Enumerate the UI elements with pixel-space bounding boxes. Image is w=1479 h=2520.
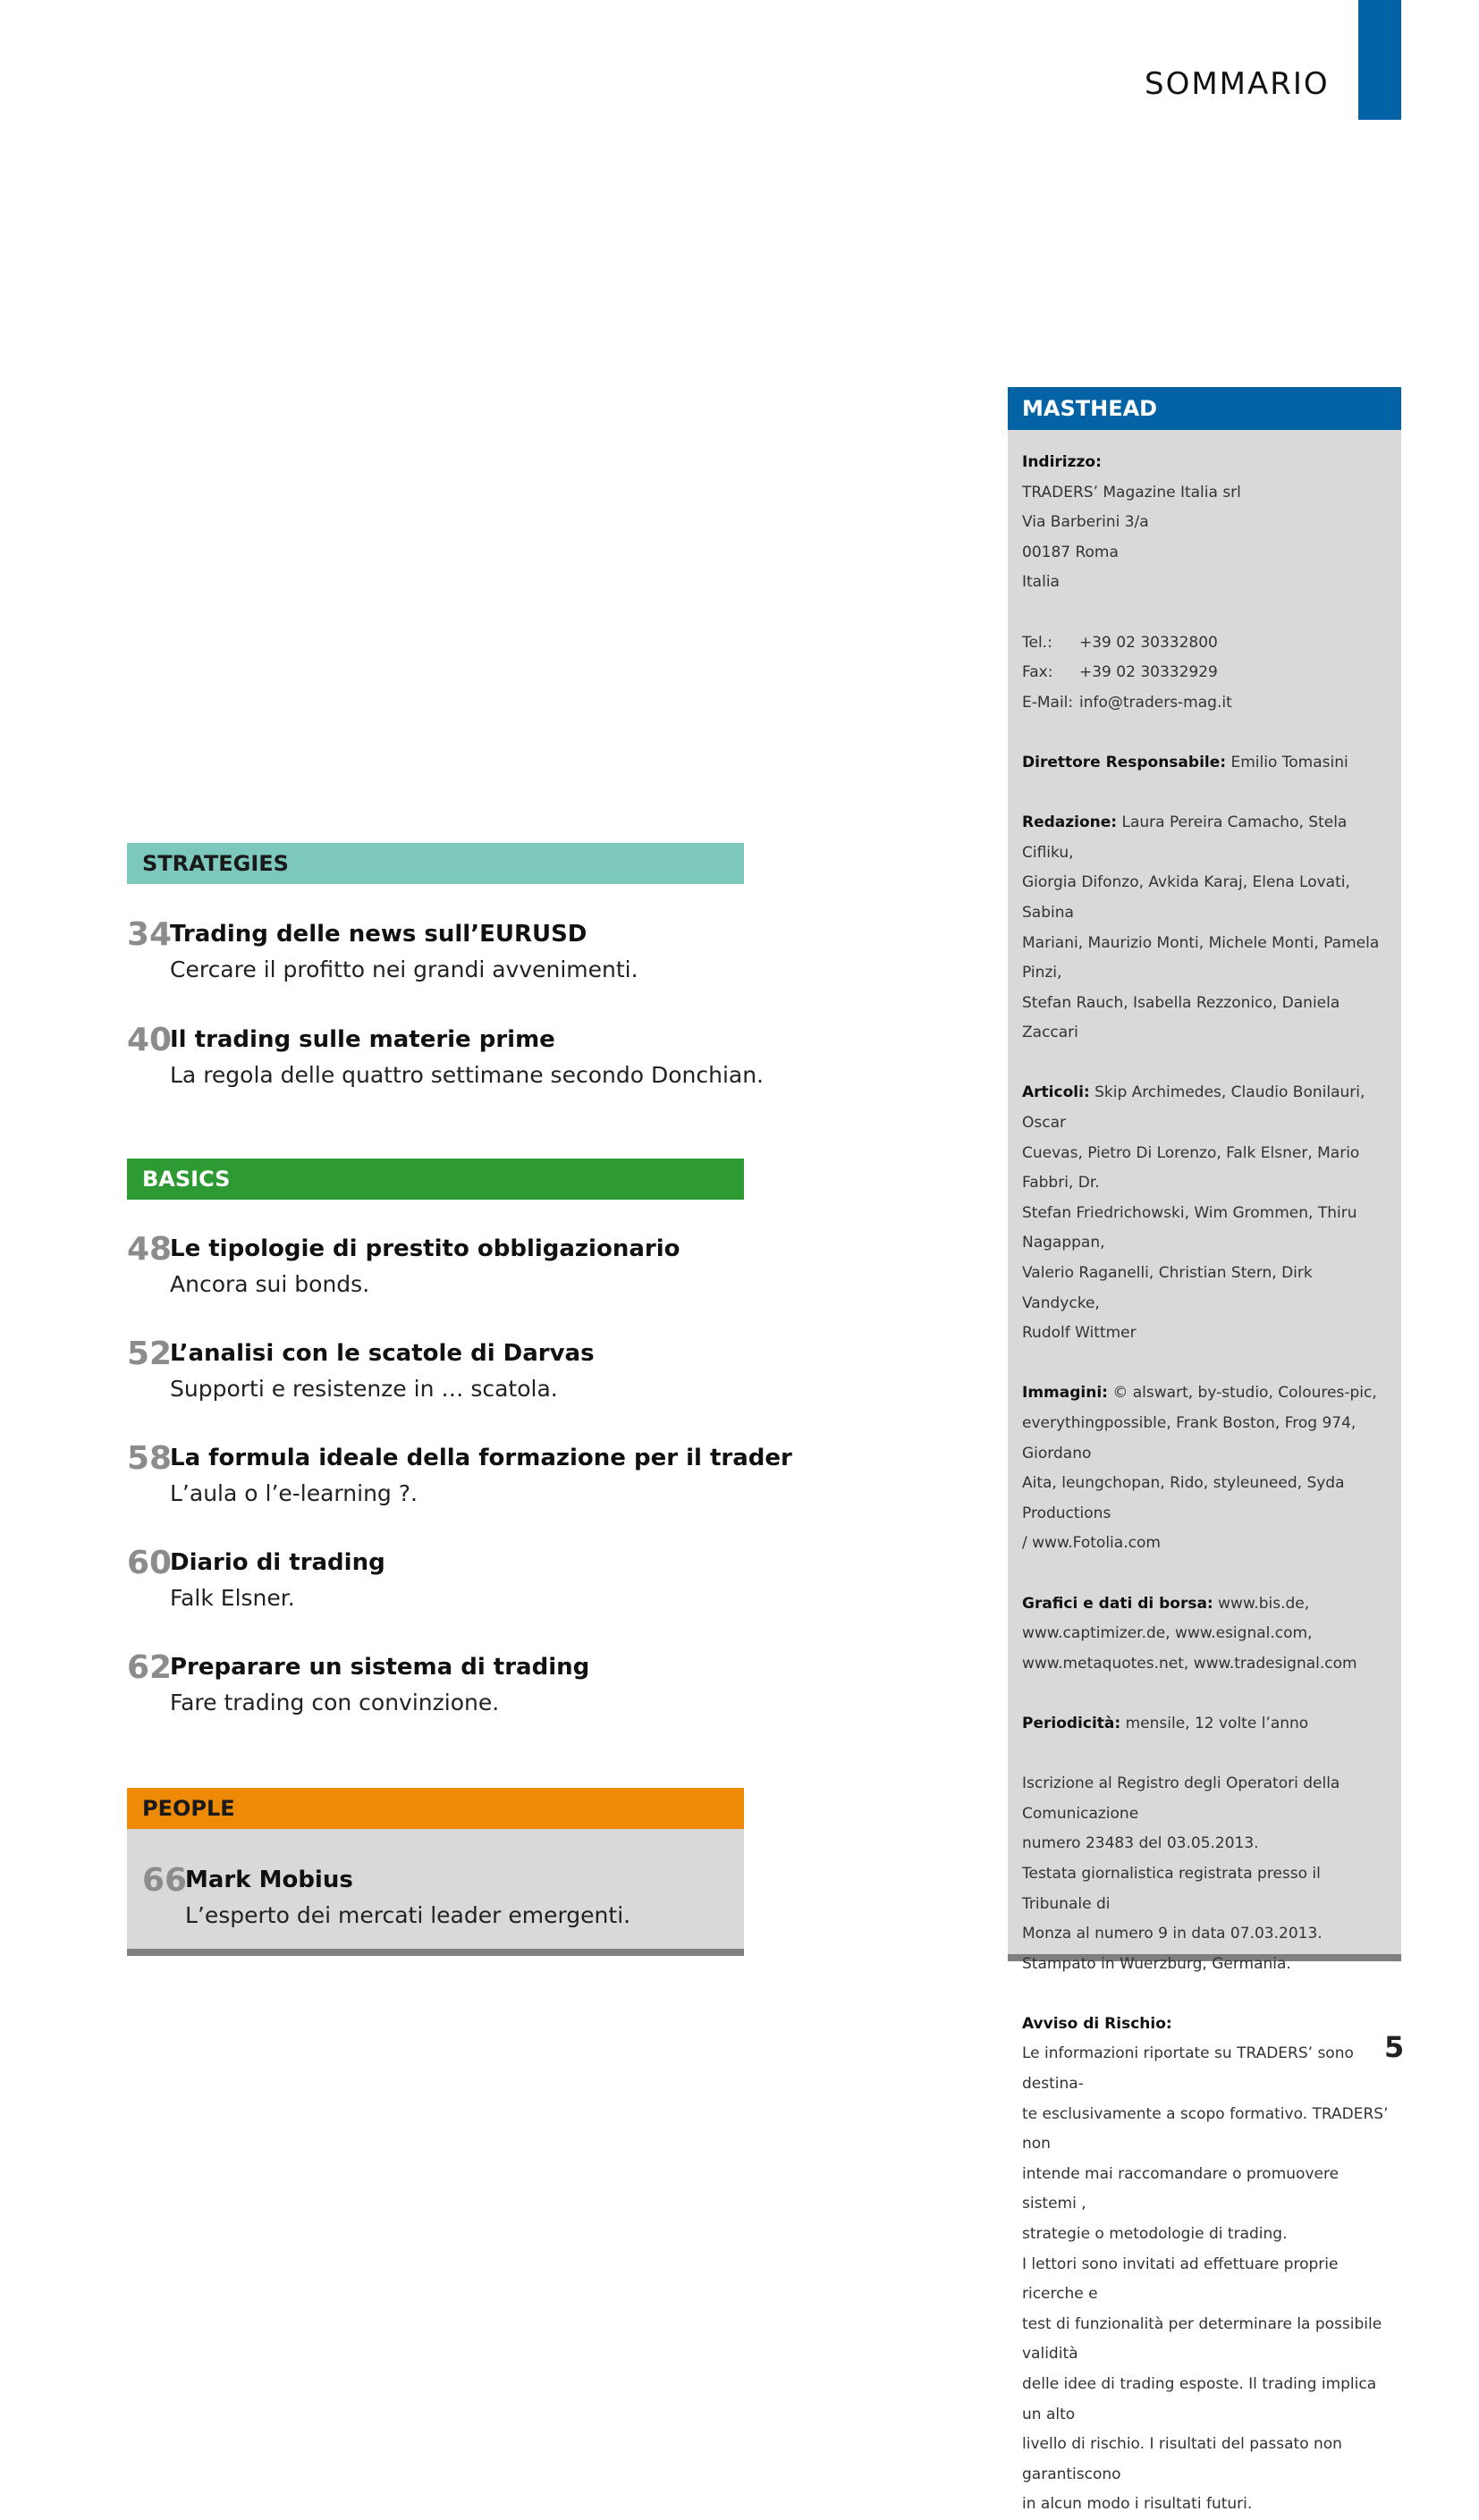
people-panel (127, 1829, 744, 1956)
article-subtitle: Ancora sui bonds. (170, 1271, 370, 1297)
header-accent-bar (1358, 0, 1401, 120)
section-header-basics: BASICS (127, 1159, 744, 1200)
tel-row (1022, 628, 1389, 659)
article-subtitle: Fare trading con convinzione. (170, 1690, 500, 1715)
director-row (1022, 748, 1389, 779)
periodicita-label: Periodicità: (1022, 1714, 1121, 1732)
grafici-line (1022, 1589, 1389, 1620)
articoli-line (1022, 1078, 1389, 1138)
fax-label: Fax: (1022, 663, 1053, 682)
section-header-people: PEOPLE (127, 1788, 744, 1829)
rischio-line: Le informazioni riportate su TRADERS’ sono destina- (1022, 2044, 1354, 2094)
rischio-line: I lettori sono invitati ad effettuare proprie ricerche e (1022, 2255, 1339, 2304)
article-subtitle: Cercare il profitto nei grandi avvenimenti. (170, 957, 638, 982)
article-title[interactable]: La formula ideale della formazione per il trader (170, 1445, 792, 1471)
address-line: TRADERS’ Magazine Italia srl (1022, 483, 1241, 501)
grafici-text: www.bis.de, (1218, 1594, 1310, 1613)
immagini-line (1022, 1378, 1389, 1409)
article-title[interactable]: Trading delle news sull’EURUSD (170, 921, 587, 948)
article-title[interactable]: Mark Mobius (185, 1867, 353, 1893)
periodicita-row (1022, 1709, 1389, 1740)
periodicita-value: mensile, 12 volte l’anno (1125, 1714, 1309, 1732)
email-label: E-Mail: (1022, 693, 1074, 712)
section-header-strategies: STRATEGIES (127, 843, 744, 884)
masthead-title: MASTHEAD (1008, 387, 1401, 430)
email-row (1022, 688, 1389, 719)
redazione-line: Stefan Rauch, Isabella Rezzonico, Daniela Zaccari (1022, 993, 1340, 1042)
redazione-line (1022, 808, 1389, 868)
article-page-number: 52 (127, 1336, 173, 1372)
articoli-line: Cuevas, Pietro Di Lorenzo, Falk Elsner, Mario Fabbri, Dr. (1022, 1143, 1360, 1193)
article-title[interactable]: Il trading sulle materie prime (170, 1026, 555, 1053)
rischio-label: Avviso di Rischio: (1022, 2014, 1172, 2033)
registro-line: Stampato in Wuerzburg, Germania. (1022, 1954, 1291, 1973)
section-title: SOMMARIO (1145, 66, 1330, 102)
address-line: Italia (1022, 573, 1060, 592)
registro-line: Testata giornalistica registrata presso il Tribunale di (1022, 1864, 1321, 1913)
article-subtitle: Supporti e resistenze in … scatola. (170, 1376, 558, 1402)
articoli-line: Stefan Friedrichowski, Wim Grommen, Thiru Nagappan, (1022, 1203, 1357, 1252)
director-value: Emilio Tomasini (1230, 753, 1348, 771)
article-page-number: 58 (127, 1440, 173, 1477)
fax-value: +39 02 30332929 (1079, 663, 1218, 682)
article-page-number: 40 (127, 1022, 173, 1058)
article-subtitle: L’esperto dei mercati leader emergenti. (185, 1902, 631, 1928)
tel-value: +39 02 30332800 (1079, 633, 1218, 652)
immagini-line: / www.Fotolia.com (1022, 1534, 1161, 1553)
immagini-line: everythingpossible, Frank Boston, Frog 974, Giordano (1022, 1414, 1356, 1462)
article-page-number: 62 (127, 1649, 173, 1686)
address-label: Indirizzo: (1022, 453, 1102, 471)
rischio-line: livello di rischio. I risultati del passato non garantiscono (1022, 2435, 1342, 2483)
article-page-number: 48 (127, 1231, 173, 1268)
articoli-line: Rudolf Wittmer (1022, 1324, 1137, 1343)
articoli-line: Valerio Raganelli, Christian Stern, Dirk Vandycke, (1022, 1264, 1313, 1312)
immagini-line: Aita, leungchopan, Rido, styleuneed, Syda Productions (1022, 1474, 1345, 1522)
redazione-label: Redazione: (1022, 813, 1118, 832)
fax-row (1022, 658, 1389, 688)
article-title[interactable]: Diario di trading (170, 1549, 385, 1576)
article-subtitle: Falk Elsner. (170, 1585, 295, 1611)
redazione-text: Laura Pereira Camacho, Stela Cifliku, (1022, 813, 1348, 862)
grafici-line: www.captimizer.de, www.esignal.com, (1022, 1624, 1313, 1643)
redazione-line: Giorgia Difonzo, Avkida Karaj, Elena Lovati, Sabina (1022, 873, 1350, 922)
registro-line: numero 23483 del 03.05.2013. (1022, 1834, 1259, 1853)
registro-line: Monza al numero 9 in data 07.03.2013. (1022, 1925, 1323, 1943)
tel-label: Tel.: (1022, 633, 1052, 652)
article-title[interactable]: Le tipologie di prestito obbligazionario (170, 1235, 680, 1262)
rischio-line: delle idee di trading esposte. Il trading implica un alto (1022, 2375, 1377, 2423)
masthead-panel (1008, 387, 1401, 2514)
article-subtitle: La regola delle quattro settimane secondo Donchian. (170, 1062, 765, 1088)
registro-line: Iscrizione al Registro degli Operatori della Comunicazione (1022, 1774, 1340, 1823)
article-title[interactable]: L’analisi con le scatole di Darvas (170, 1340, 595, 1367)
articoli-label: Articoli: (1022, 1083, 1090, 1102)
article-title[interactable]: Preparare un sistema di trading (170, 1654, 590, 1681)
rischio-line: test di funzionalità per determinare la possibile validità (1022, 2314, 1382, 2364)
grafici-line: www.metaquotes.net, www.tradesignal.com (1022, 1654, 1357, 1673)
immagini-label: Immagini: (1022, 1384, 1108, 1403)
article-subtitle: L’aula o l’e-learning ?. (170, 1480, 418, 1506)
article-page-number: 60 (127, 1545, 173, 1581)
page-number: 5 (1384, 2030, 1405, 2064)
redazione-line: Mariani, Maurizio Monti, Michele Monti, Pamela Pinzi, (1022, 933, 1380, 982)
rischio-line: strategie o metodologie di trading. (1022, 2225, 1288, 2244)
director-label: Direttore Responsabile: (1022, 753, 1227, 771)
grafici-label: Grafici e dati di borsa: (1022, 1594, 1213, 1613)
address-line: 00187 Roma (1022, 543, 1119, 561)
email-link[interactable]: info@traders-mag.it (1079, 693, 1232, 712)
article-page-number: 34 (127, 916, 173, 953)
address-line: Via Barberini 3/a (1022, 513, 1149, 532)
articoli-text: Skip Archimedes, Claudio Bonilauri, Oscar (1022, 1083, 1365, 1133)
immagini-text: © alswart, by-studio, Coloures-pic, (1112, 1384, 1377, 1403)
article-page-number: 66 (142, 1862, 188, 1899)
rischio-line: te esclusivamente a scopo formativo. TRADERS’ non (1022, 2104, 1389, 2153)
rischio-line: intende mai raccomandare o promuovere sistemi , (1022, 2164, 1340, 2213)
rischio-line: in alcun modo i risultati futuri. (1022, 2495, 1253, 2514)
masthead-body (1008, 430, 1401, 2520)
